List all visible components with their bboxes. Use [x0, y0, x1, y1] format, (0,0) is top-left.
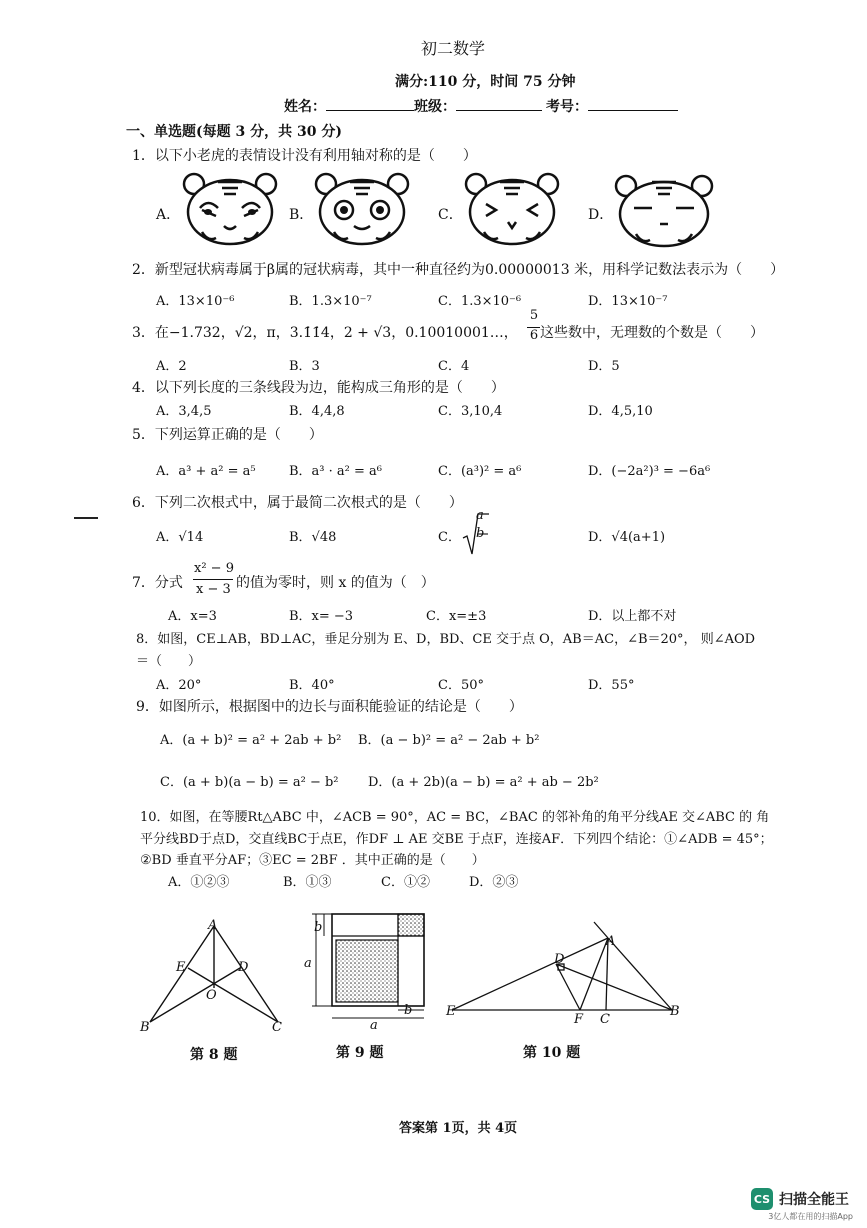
q5-option-a[interactable]: A．a³ + a² = a⁵	[156, 464, 256, 479]
class-blank[interactable]	[456, 96, 542, 111]
page-title: 初二数学	[421, 39, 486, 58]
q2-option-a[interactable]: A．13×10⁻⁶	[156, 294, 235, 309]
fig10-label-b: B	[670, 1004, 680, 1019]
q7-stem-suffix: 的值为零时，则 x 的值为（ ）	[236, 575, 435, 591]
q9-stem: 9．如图所示，根据图中的边长与面积能验证的结论是（ ）	[136, 699, 523, 715]
q10-option-c[interactable]: C．①②	[381, 875, 430, 890]
q2-option-d[interactable]: D．13×10⁻⁷	[588, 294, 668, 309]
fig9-label-b-bottom: b	[404, 1003, 413, 1018]
q10-stem-line2: 平分线BD于点D，交直线BC于点E，作DF ⊥ AE 交BE 于点F，连接AF．下列四个结论：①∠ADB = 45°；	[140, 832, 773, 847]
q10-option-a[interactable]: A．①②③	[168, 875, 230, 890]
fig10-label-d: D	[554, 952, 565, 967]
fig8-label-e: E	[176, 960, 186, 975]
exam-no-blank[interactable]	[588, 96, 678, 111]
q7-fraction-denominator: x − 3	[196, 582, 231, 597]
q10-stem-line1: 10．如图，在等腰Rt△ABC 中，∠ACB = 90°，AC = BC，∠BAC 的邻补角的角平分线AE 交∠ABC 的 角	[140, 810, 770, 825]
q10-option-d[interactable]: D．②③	[469, 875, 519, 890]
page-number: 答案第 1页，共 4页	[399, 1121, 518, 1136]
q6-option-c-prefix: C．	[438, 530, 461, 545]
q7-fraction-numerator: x² − 9	[194, 561, 234, 576]
q9-option-d[interactable]: D．(a + 2b)(a − b) = a² + ab − 2b²	[368, 775, 599, 790]
q7-option-d[interactable]: D．以上都不对	[588, 609, 677, 624]
q9-option-a[interactable]: A．(a + b)² = a² + 2ab + b²	[160, 733, 342, 748]
q3-option-d[interactable]: D．5	[588, 359, 620, 374]
q1-option-d[interactable]: D．	[588, 207, 614, 223]
q1-option-c[interactable]: C．	[438, 207, 463, 223]
q3-stem-prefix: 3．在−1.732，√2，π，3.1̇1̇4，2 + √3，0.10010001…，	[132, 325, 518, 341]
fig10-label-e: E	[446, 1004, 456, 1019]
q8-stem-line2: ＝（ ）	[136, 654, 202, 669]
name-blank[interactable]	[326, 96, 414, 111]
score-time: 满分:110 分，时间 75 分钟	[395, 74, 576, 90]
fig8-label-d: D	[238, 960, 249, 975]
fig9-label-a-bottom: a	[370, 1018, 378, 1033]
fig8-label-b: B	[140, 1020, 150, 1035]
name-label: 姓名：	[284, 99, 326, 115]
fig8-label-c: C	[272, 1020, 282, 1035]
q6-option-c-numerator: a	[476, 508, 484, 523]
q4-option-c[interactable]: C．3,10,4	[438, 404, 503, 419]
q3-fraction-denominator: 6	[529, 328, 539, 343]
q6-option-d[interactable]: D．√4(a+1)	[588, 530, 666, 545]
q8-option-c[interactable]: C．50°	[438, 678, 484, 693]
fig9-label-a-left: a	[304, 956, 312, 971]
q6-option-c[interactable]	[438, 526, 461, 545]
q2-option-b[interactable]: B．1.3×10⁻⁷	[289, 294, 372, 309]
q4-stem: 4．以下列长度的三条线段为边，能构成三角形的是（ ）	[132, 380, 505, 396]
q3-fraction-numerator: 5	[529, 308, 539, 323]
q6-option-a[interactable]: A．√14	[156, 530, 204, 545]
q5-option-b[interactable]: B．a³ · a² = a⁶	[289, 464, 382, 479]
figure-10-caption: 第 10 题	[523, 1045, 581, 1061]
q3-option-b[interactable]: B．3	[289, 359, 320, 374]
fig9-label-b-top: b	[314, 920, 323, 935]
q7-option-b[interactable]: B．x= −3	[289, 609, 354, 624]
q8-stem-line1: 8．如图，CE⊥AB，BD⊥AC，垂足分别为 E、D，BD、CE 交于点 O，AB＝AC，∠B＝20°， 则∠AOD	[136, 632, 756, 647]
q3-option-c[interactable]: C．4	[438, 359, 470, 374]
tiger-face-b-image	[312, 170, 412, 248]
figure-9-caption: 第 9 题	[336, 1045, 384, 1061]
exam-no-label: 考号：	[546, 99, 588, 115]
q3-option-a[interactable]: A．2	[156, 359, 187, 374]
q4-option-a[interactable]: A．3,4,5	[156, 404, 212, 419]
q4-option-b[interactable]: B．4,4,8	[289, 404, 345, 419]
q8-option-d[interactable]: D．55°	[588, 678, 635, 693]
tiger-face-c-image	[462, 170, 562, 248]
q7-option-a[interactable]: A．x=3	[168, 609, 217, 624]
scanner-subtitle: 3亿人都在用的扫描App	[768, 1212, 853, 1221]
q5-option-c[interactable]: C．(a³)² = a⁶	[438, 464, 522, 479]
student-info-line	[284, 96, 678, 116]
q5-option-d[interactable]: D．(−2a²)³ = −6a⁶	[588, 464, 711, 479]
tiger-face-d-image	[612, 170, 716, 248]
margin-mark	[74, 517, 98, 519]
q9-option-b[interactable]: B．(a − b)² = a² − 2ab + b²	[358, 733, 540, 748]
q10-stem-line3: ②BD 垂直平分AF；③EC = 2BF ．其中正确的是（ ）	[140, 853, 485, 868]
q8-option-b[interactable]: B．40°	[289, 678, 335, 693]
q7-stem-prefix: 7．分式	[132, 575, 183, 591]
q9-option-c[interactable]: C．(a + b)(a − b) = a² − b²	[160, 775, 339, 790]
figure-10-diagram	[444, 920, 684, 1032]
q10-option-b[interactable]: B．①③	[283, 875, 332, 890]
q7-option-c[interactable]: C．x=±3	[426, 609, 487, 624]
q1-stem: 1．以下小老虎的表情设计没有利用轴对称的是（ ）	[132, 148, 477, 164]
q3-stem-suffix: 这些数中，无理数的个数是（ ）	[540, 325, 764, 341]
q7-fraction-bar	[193, 579, 233, 580]
q1-option-a[interactable]: A．	[156, 207, 181, 223]
figure-8-caption: 第 8 题	[190, 1047, 238, 1063]
q1-option-b[interactable]: B．	[289, 207, 314, 223]
section-heading: 一、单选题(每题 3 分，共 30 分)	[126, 124, 342, 140]
fig10-label-a: A	[606, 934, 616, 949]
scanner-name: 扫描全能王	[779, 1192, 849, 1208]
q8-option-a[interactable]: A．20°	[156, 678, 202, 693]
q6-option-b[interactable]: B．√48	[289, 530, 337, 545]
q6-option-c-denominator: b	[476, 526, 485, 541]
scanner-logo-icon: CS	[751, 1188, 773, 1210]
class-label: 班级：	[414, 99, 456, 115]
q5-stem: 5．下列运算正确的是（ ）	[132, 427, 323, 443]
fig8-label-a: A	[208, 918, 218, 933]
q6-stem: 6．下列二次根式中，属于最简二次根式的是（ ）	[132, 495, 463, 511]
fig10-label-f: F	[574, 1012, 584, 1027]
q2-option-c[interactable]: C．1.3×10⁻⁶	[438, 294, 522, 309]
tiger-face-a-image	[180, 170, 280, 248]
figure-8-diagram	[130, 918, 290, 1038]
q4-option-d[interactable]: D．4,5,10	[588, 404, 653, 419]
scanner-watermark	[751, 1188, 849, 1210]
fig10-label-c: C	[600, 1012, 610, 1027]
q2-stem: 2．新型冠状病毒属于β属的冠状病毒，其中一种直径约为0.00000013 米，用科学记数法表示为（ ）	[132, 262, 785, 278]
fig8-label-o: O	[206, 988, 217, 1003]
